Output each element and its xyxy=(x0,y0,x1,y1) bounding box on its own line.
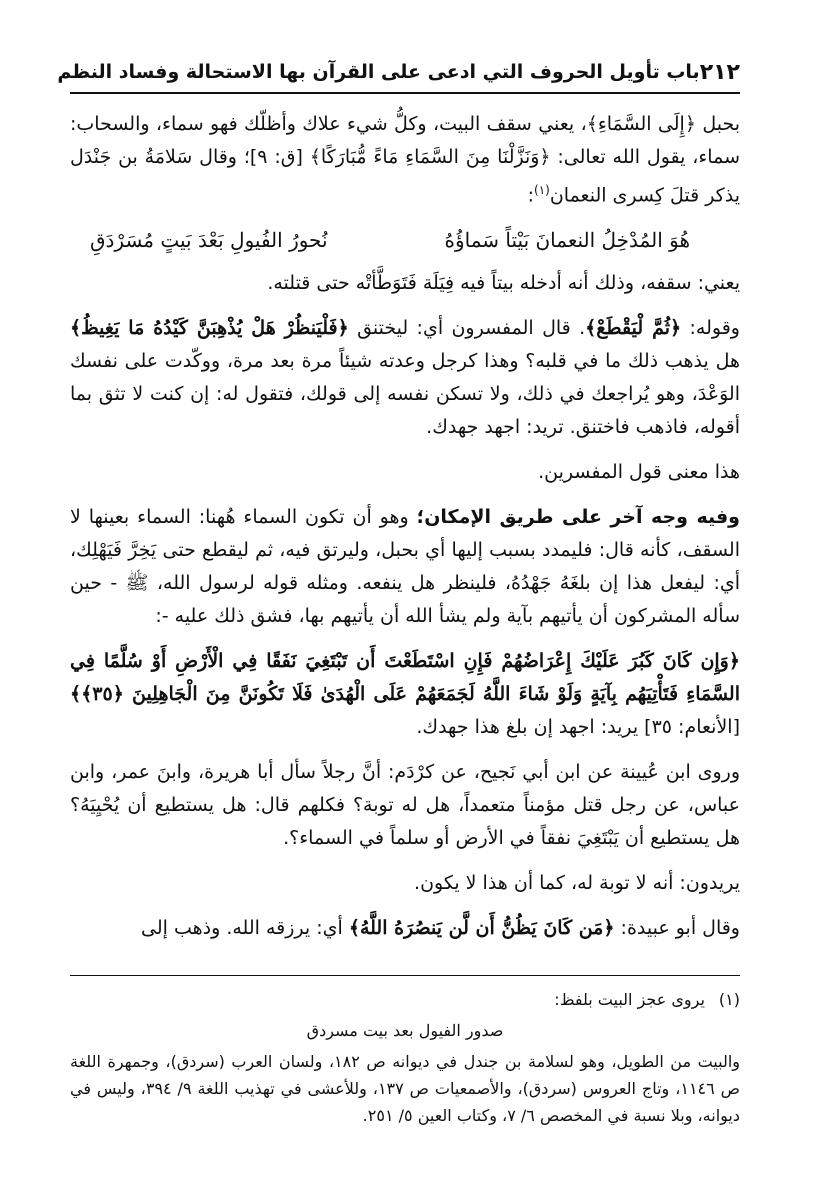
paragraph-7: وروى ابن عُيينة عن ابن أبي نَجيح، عن كرْدَم: أنَّ رجلاً سأل أبا هريرة، وابنَ عمر، وابن عباس، عن رجل قتل مؤمناً متعمداً، هل له توبة؟ فكلهم قال: هل يستطيع أن يُحْيِيَهُ؟ هل يستطيع أن يَبْتَغِيَ نفقاً في الأرض أو سلماً في السماء؟. xyxy=(70,761,740,850)
paragraph-4: هذا معنى قول المفسرين. xyxy=(538,461,740,484)
footnote-intro: يروى عجز البيت بلفظ: xyxy=(554,990,705,1009)
paragraph-3-start: وقوله: xyxy=(681,317,740,340)
quran-quote-anam: ﴿وَإِن كَانَ كَبُرَ عَلَيْكَ إِعْرَاضُهُمْ فَإِنِ اسْتَطَعْتَ أَن تَبْتَغِيَ نَفَقًا فِي الْأَرْضِ أَوْ سُلَّمًا فِي السَّمَاءِ فَتَأْتِيَهُم بِآيَةٍ وَلَوْ شَاءَ اللَّهُ لَجَمَعَهُمْ عَلَى الْهُدَىٰ فَلَا تَكُونَنَّ مِنَ الْجَاهِلِينَ ﴿٣٥﴾﴾ xyxy=(70,650,740,706)
quran-quote-1: ﴿ثُمَّ لْيَقْطَعْ﴾ xyxy=(585,317,682,340)
footnote-1 xyxy=(70,986,740,1013)
footnote-verse: صدور الفيول بعد بيت مسردق xyxy=(306,1021,504,1040)
paragraph-3-end: هل يذهب ذلك ما في قلبه؟ وهذا كرجل وعدته شيئاً مرة بعد مرة، ووكّدت على نفسك الوَعْدَ، وهو يُراجعك في ذلك، ولا تسكن نفسه إلى قولك، فتقول له: إن كنت لا تثق بما أقوله، فاذهب فاختنق. تريد: اجهد جهدك. xyxy=(70,350,740,439)
paragraph-5-heading: وفيه وجه آخر على طريق الإمكان؛ xyxy=(416,506,740,529)
footnotes xyxy=(70,975,740,1129)
paragraph-9 xyxy=(70,912,740,945)
paragraph-5 xyxy=(70,501,740,633)
paragraph-1-text: بحبل ﴿إِلَى السَّمَاءِ﴾، يعني سقف البيت، وكلُّ شيء علاك وأظلّك فهو سماء، والسحاب: سماء، يقول الله تعالى: ﴿وَنَزَّلْنَا مِنَ السَّمَاءِ مَاءً مُّبَارَكًا﴾ [ق: ٩]؛ وقال سَلامَةُ بن جَنْدَل يذكر قتلَ كِسرى النعمان xyxy=(70,113,741,207)
footnote-mark: (١) xyxy=(718,990,740,1009)
paragraph-6 xyxy=(70,645,740,744)
poetry-verse xyxy=(90,224,690,257)
paragraph-6-text: [الأنعام: ٣٥] يريد: اجهد إن بلغ هذا جهدك. xyxy=(416,716,740,739)
chapter-title: باب تأويل الحروف التي ادعى على القرآن بها الاستحالة وفساد النظم xyxy=(57,61,700,83)
paragraph-9-start: وقال أبو عبيدة: xyxy=(614,917,740,940)
paragraph-8: يريدون: أنه لا توبة له، كما أن هذا لا يكون. xyxy=(414,872,740,895)
paragraph-9-end: أي: يرزقه الله. وذهب إلى xyxy=(141,917,349,940)
verse-second-hemistich: نُحورُ الفُيولِ بَعْدَ بَيتٍ مُسَرْدَقِ xyxy=(90,228,328,253)
verse-first-hemistich: هُوَ المُدْخِلُ النعمانَ بَيْتاً سَماؤُهُ xyxy=(444,228,690,253)
paragraph-3-mid: . قال المفسرون أي: ليختنق xyxy=(348,317,586,340)
paragraph-1 xyxy=(70,108,740,212)
main-text xyxy=(70,108,740,957)
page-header xyxy=(57,52,740,94)
paragraph-3 xyxy=(70,312,740,444)
paragraph-5-text: وهو أن تكون السماء هُهنا: السماء بعينها لا السقف، كأنه قال: فليمدد بسبب إليها أي بحبل، وليرتق فيه، ثم ليقطع حتى يَخِرَّ فَيَهْلِك، أي: ليفعل هذا إن بلغَهُ جَهْدُهُ، فلينظر هل ينفعه. ومثله قوله لرسول الله، ﷺ - حين سأله المشركون أن يأتيهم بآية ولم يشأ الله أن يأتيهم بها، فشق ذلك عليه -: xyxy=(70,506,740,628)
page-number: ٢١٢ xyxy=(699,59,740,85)
quran-quote-2: ﴿فَلْيَنظُرْ هَلْ يُذْهِبَنَّ كَيْدُهُ مَا يَغِيظُ﴾ xyxy=(70,317,349,340)
quran-quote-3: ﴿مَن كَانَ يَظُنُّ أَن لَّن يَنصُرَهُ اللَّهُ﴾ xyxy=(348,917,615,940)
footnote-ref: (١) xyxy=(534,183,550,197)
footnote-body: والبيت من الطويل، وهو لسلامة بن جندل في ديوانه ص ١٨٢، ولسان العرب (سردق)، وجمهرة اللغة ص ١١٤٦، وتاج العروس (سردق)، والأصمعيات ص ١٣٧، وللأعشى في تهذيب اللغة ٩/ ٣٩٤، وليس في ديوانه، وبلا نسبة في المخصص ٦/ ٧، وكتاب العين ٥/ ٢٥١. xyxy=(70,1052,741,1125)
paragraph-1-end: : xyxy=(527,184,534,207)
paragraph-2: يعني: سقفه، وذلك أنه أدخله بيتاً فيه فِيَلَة فَتَوَطَّأتْه حتى قتلته. xyxy=(267,272,740,295)
